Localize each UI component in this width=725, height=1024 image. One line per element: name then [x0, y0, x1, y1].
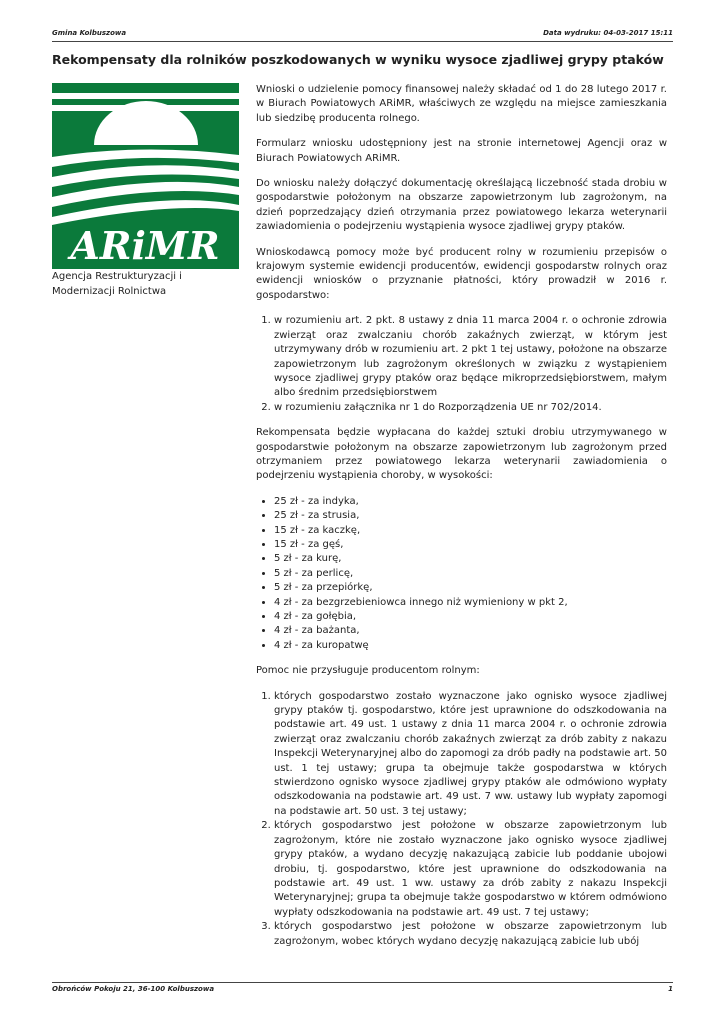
list-item: • 4 zł - za gołębia, — [274, 610, 667, 624]
paragraph-documentation: Do wniosku należy dołączyć dokumentację określającą liczebność stada drobiu w gospodarstwie położonym na obszarze zapowietrzonym lub zagrożonym, na dzień poprzedzający dzień otrzymania przez powiatowego lekarza weterynarii zawiadomienia o podejrzeniu wystąpienia wysoce zjadliwej grypy ptaków. — [256, 178, 667, 233]
compensation-rates-list — [256, 495, 667, 653]
paragraph-applicant: Wnioskodawcą pomocy może być producent rolny w rozumieniu przepisów o krajowym systemie ewidencji producentów, ewidencji gospodarstw rolnych oraz ewidencji wniosków o przyznanie płatności, który prowadził w 2016 r. gospodarstwo: — [256, 246, 667, 301]
list-item: • 25 zł - za strusia, — [274, 509, 667, 523]
list-item: • 25 zł - za indyka, — [274, 495, 667, 509]
list-item: • 5 zł - za kurę, — [274, 552, 667, 566]
list-item: • 5 zł - za perlicę, — [274, 567, 667, 581]
paragraph-compensation: Rekompensata będzie wypłacana do każdej sztuki drobiu utrzymywanego w gospodarstwie położonym na obszarze zapowietrzonym lub zagrożonym przed otrzymaniem przez powiatowego lekarza weterynarii zawiadomienia o podejrzeniu wystąpienia choroby, w wysokości: — [256, 427, 667, 482]
list-item: 1. w rozumieniu art. 2 pkt. 8 ustawy z dnia 11 marca 2004 r. o ochronie zdrowia zwierząt oraz zwalczaniu chorób zakaźnych zwierząt, w którym jest utrzymywany drób w rozumieniu art. 2 pkt 1 tej ustawy, położone na obszarze zapowietrzonym lub zagrożonym określonych w związku z wystąpieniem wysoce zjadliwej grypy ptaków oraz będące mikroprzedsiębiorstwem, małym albo średnim przedsiębiorstwem — [274, 314, 667, 400]
paragraph-form-availability: Formularz wniosku udostępniony jest na stronie internetowej Agencji oraz w Biurach Powiatowych ARiMR. — [256, 138, 667, 164]
list-item: • 4 zł - za kuropatwę — [274, 639, 667, 653]
list-item: 2. których gospodarstwo jest położone w obszarze zapowietrzonym lub zagrożonym, które nie zostało wyznaczone jako ognisko wysoce zjadliwej grypy ptaków, a wydano decyzję nakazującą zabicie lub poddanie ubojowi drobiu, tj. gospodarstwo, które jest uprawnione do odszkodowania na podstawie art. 49 ust. 1 ww. ustawy za drób zabity z nakazu Inspekcji Weterynaryjnej; grupa ta obejmuje także gospodarstwo w którem odmówiono wypłaty odszkodowania na podstawie art. 49 ust. 7 tej ustawy; — [274, 819, 667, 920]
list-item: • 15 zł - za gęś, — [274, 538, 667, 552]
logo-caption: Agencja Restrukturyzacji i Modernizacji Rolnictwa — [52, 271, 182, 297]
exclusions-list — [256, 690, 667, 949]
farm-definition-list — [256, 314, 667, 415]
list-item: 1. których gospodarstwo zostało wyznaczone jako ognisko wysoce zjadliwej grypy ptaków tj. gospodarstwo, które jest uprawnione do odszkodowania na podstawie art. 49 ust. 1 ustawy z dnia 11 marca 2004 r. o ochronie zdrowia zwierząt oraz zwalczaniu chorób zakaźnych zwierząt za drób zabity z nakazu Inspekcji Weterynaryjnej albo do zapomogi za drób padły na podstawie art. 50 ust. 1 tej ustawy; grupa ta obejmuje także gospodarstwa w których stwierdzono ognisko wysoce zjadliwej grypy ptaków ale odmówiono wypłaty odszkodowania na podstawie art. 49 ust. 7 ww. ustawy lub wypłaty zapomogi na podstawie art. 50 ust. 3 tej ustawy; — [274, 690, 667, 820]
header-print-date: Data wydruku: 04-03-2017 15:11 — [543, 29, 673, 37]
page-header — [52, 29, 673, 42]
list-item: • 4 zł - za bażanta, — [274, 624, 667, 638]
paragraph-exclusions: Pomoc nie przysługuje producentom rolnym: — [256, 665, 480, 677]
arimr-logo-image — [52, 83, 239, 269]
list-item: 3. których gospodarstwo jest położone w obszarze zapowietrzonym lub zagrożonym, wobec których wydano decyzję nakazującą zabicie lub ubój — [274, 920, 667, 949]
footer-page-number: 1 — [668, 985, 673, 993]
paragraph-application-deadline: Wnioski o udzielenie pomocy finansowej należy składać od 1 do 28 lutego 2017 r. w Biurach Powiatowych ARiMR, właściwych ze względu na miejsce zamieszkania lub siedzibę producenta rolnego. — [256, 84, 667, 124]
list-item: 2. w rozumieniu załącznika nr 1 do Rozporządzenia UE nr 702/2014. — [274, 401, 667, 415]
logo-text: ARiMR — [70, 223, 220, 268]
list-item: • 4 zł - za bezgrzebieniowca innego niż wymieniony w pkt 2, — [274, 596, 667, 610]
page-footer — [52, 982, 673, 995]
article-content — [256, 83, 667, 960]
footer-address: Obrońców Pokoju 21, 36-100 Kolbuszowa — [52, 985, 215, 993]
list-item: • 5 zł - za przepiórkę, — [274, 581, 667, 595]
page-title: Rekompensaty dla rolników poszkodowanych w wyniku wysoce zjadliwej grypy ptaków — [52, 52, 664, 67]
list-item: • 15 zł - za kaczkę, — [274, 524, 667, 538]
header-municipality: Gmina Kolbuszowa — [52, 29, 127, 37]
